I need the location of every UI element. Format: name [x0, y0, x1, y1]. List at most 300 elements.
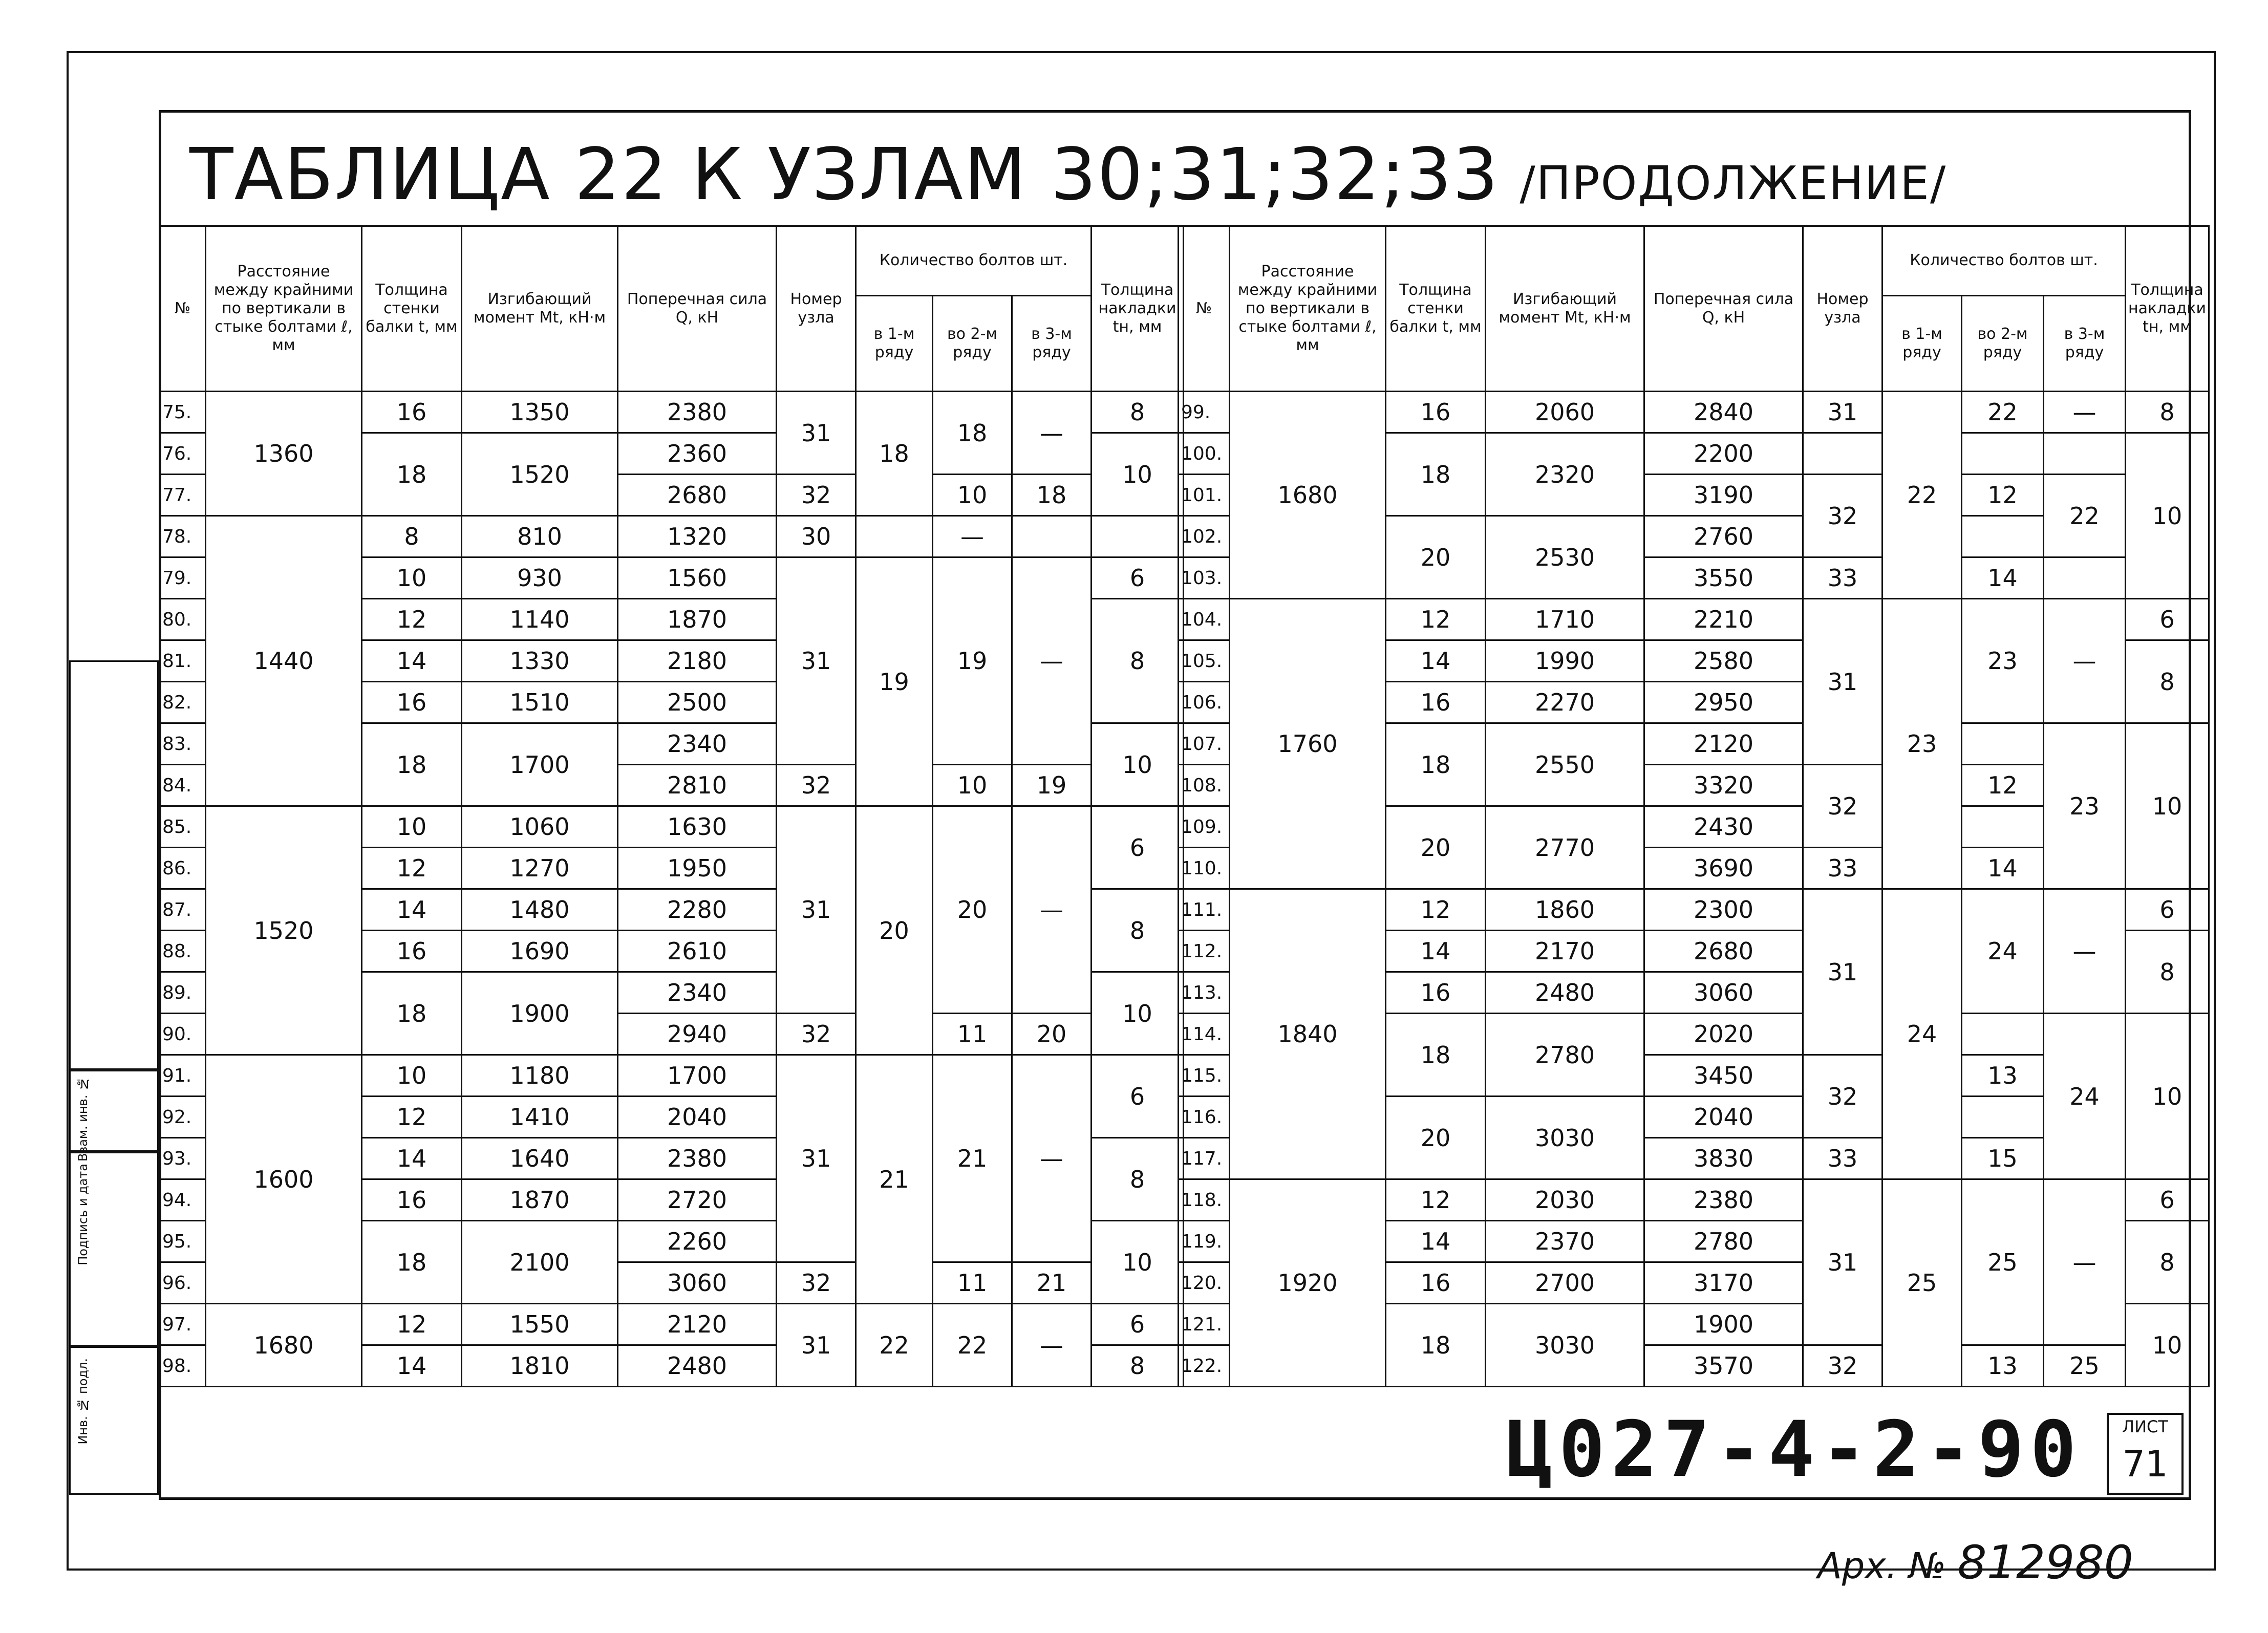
- header-force: Поперечная сила Q, кН: [618, 226, 777, 392]
- cell-nums: 117.: [1179, 1138, 1230, 1179]
- sheet-number: 71: [2122, 1443, 2168, 1485]
- cell-plate: 8: [2126, 931, 2209, 1014]
- cell-nums: 82.: [160, 682, 206, 723]
- cell-force: 3450: [1644, 1055, 1803, 1097]
- table-row: [160, 1055, 1184, 1097]
- cell-plate: 10: [1092, 723, 1184, 806]
- cell-thick: 18: [1386, 1304, 1486, 1387]
- cell-force: 2840: [1644, 392, 1803, 433]
- cell-r3: [1012, 516, 1092, 557]
- cell-node: 31: [1803, 1179, 1882, 1345]
- cell-r2: 23: [1962, 599, 2044, 723]
- cell-r3: —: [1012, 1304, 1092, 1387]
- cell-r2: 15: [1962, 1138, 2044, 1179]
- cell-force: 2580: [1644, 640, 1803, 682]
- cell-r3: —: [2044, 1179, 2126, 1345]
- cell-r2: 10: [933, 765, 1012, 806]
- cell-force: 2430: [1644, 806, 1803, 848]
- cell-r2: [1962, 1097, 2044, 1138]
- cell-node: 31: [777, 557, 856, 765]
- cell-force: 2760: [1644, 516, 1803, 557]
- cell-nums: 105.: [1179, 640, 1230, 682]
- cell-thick: 14: [362, 889, 462, 931]
- cell-thick: 14: [362, 1345, 462, 1387]
- cell-node: 32: [1803, 1055, 1882, 1138]
- cell-nums: 104.: [1179, 599, 1230, 640]
- header-plate: Толщина накладки tн, мм: [2126, 226, 2209, 392]
- header-dist: Расстояние между крайними по вертикали в стыке болтами ℓ, мм: [206, 226, 362, 392]
- cell-nums: 77.: [160, 475, 206, 516]
- cell-thick: 20: [1386, 1097, 1486, 1179]
- cell-dist: 1760: [1230, 599, 1386, 889]
- cell-r3: —: [1012, 806, 1092, 1014]
- cell-node: 31: [1803, 889, 1882, 1055]
- table-row: [1179, 392, 2209, 433]
- cell-plate: 10: [2126, 1304, 2209, 1387]
- cell-thick: 16: [362, 682, 462, 723]
- cell-thick: 18: [1386, 1014, 1486, 1097]
- sheet-box: [2107, 1413, 2184, 1495]
- table-left-body: [160, 392, 1184, 1387]
- cell-moment: 1140: [462, 599, 618, 640]
- cell-r2: [1962, 516, 2044, 557]
- header-thick: Толщина стенки балки t, мм: [362, 226, 462, 392]
- cell-node: 33: [1803, 848, 1882, 889]
- header-moment: Изгибающий момент Mt, кН·м: [462, 226, 618, 392]
- cell-r2: 22: [933, 1304, 1012, 1387]
- cell-force: 2280: [618, 889, 777, 931]
- cell-nums: 102.: [1179, 516, 1230, 557]
- cell-r1: 22: [856, 1304, 933, 1387]
- document-code: Ц027-4-2-90: [1506, 1405, 2083, 1494]
- cell-plate: 6: [2126, 889, 2209, 931]
- cell-nums: 116.: [1179, 1097, 1230, 1138]
- cell-nums: 97.: [160, 1304, 206, 1345]
- cell-r3: 25: [2044, 1345, 2126, 1387]
- cell-r3: —: [1012, 557, 1092, 765]
- cell-thick: 14: [1386, 1221, 1486, 1262]
- table-row: [160, 1304, 1184, 1345]
- cell-r1: 22: [1882, 392, 1962, 599]
- cell-moment: 1690: [462, 931, 618, 972]
- cell-r2: 11: [933, 1014, 1012, 1055]
- cell-nums: 92.: [160, 1097, 206, 1138]
- cell-plate: 10: [2126, 723, 2209, 889]
- title-main: ТАБЛИЦА 22 К УЗЛАМ 30;31;32;33: [189, 133, 1500, 217]
- cell-nums: 101.: [1179, 475, 1230, 516]
- side-label-signature: Подпись и дата: [76, 1164, 90, 1265]
- cell-force: 1320: [618, 516, 777, 557]
- archive-value: 812980: [1957, 1536, 2133, 1589]
- cell-thick: 12: [362, 599, 462, 640]
- cell-nums: 98.: [160, 1345, 206, 1387]
- cell-force: 3690: [1644, 848, 1803, 889]
- cell-r2: 18: [933, 392, 1012, 475]
- cell-dist: 1520: [206, 806, 362, 1055]
- cell-nums: 103.: [1179, 557, 1230, 599]
- cell-node: 32: [777, 475, 856, 516]
- cell-nums: 108.: [1179, 765, 1230, 806]
- cell-nums: 90.: [160, 1014, 206, 1055]
- cell-moment: 3030: [1486, 1304, 1644, 1387]
- cell-force: 2480: [618, 1345, 777, 1387]
- cell-r1: 18: [856, 392, 933, 516]
- cell-nums: 120.: [1179, 1262, 1230, 1304]
- cell-thick: 18: [362, 1221, 462, 1304]
- cell-force: 2720: [618, 1179, 777, 1221]
- cell-moment: 2320: [1486, 433, 1644, 516]
- cell-force: 2120: [618, 1304, 777, 1345]
- cell-r3: —: [1012, 392, 1092, 475]
- cell-r3: —: [1012, 1055, 1092, 1262]
- cell-r3: 24: [2044, 1014, 2126, 1179]
- cell-nums: 87.: [160, 889, 206, 931]
- cell-r3: 19: [1012, 765, 1092, 806]
- cell-thick: 12: [1386, 889, 1486, 931]
- cell-moment: 2170: [1486, 931, 1644, 972]
- cell-thick: 20: [1386, 806, 1486, 889]
- cell-moment: 1180: [462, 1055, 618, 1097]
- cell-plate: 8: [2126, 1221, 2209, 1304]
- cell-node: 32: [1803, 475, 1882, 557]
- header-thick: Толщина стенки балки t, мм: [1386, 226, 1486, 392]
- cell-plate: 8: [1092, 1138, 1184, 1221]
- header-row3: в 3-м ряду: [1012, 295, 1092, 391]
- cell-nums: 109.: [1179, 806, 1230, 848]
- header-node: Номер узла: [1803, 226, 1882, 392]
- cell-thick: 12: [1386, 1179, 1486, 1221]
- cell-force: 2380: [1644, 1179, 1803, 1221]
- cell-plate: 10: [2126, 1014, 2209, 1179]
- table-row: [1179, 889, 2209, 931]
- cell-r1: 20: [856, 806, 933, 1055]
- cell-moment: 1520: [462, 433, 618, 516]
- cell-thick: 14: [1386, 640, 1486, 682]
- cell-nums: 114.: [1179, 1014, 1230, 1055]
- header-row1: в 1-м ряду: [856, 295, 933, 391]
- cell-thick: 18: [362, 972, 462, 1055]
- cell-moment: 1270: [462, 848, 618, 889]
- cell-plate: [1092, 516, 1184, 557]
- cell-thick: 10: [362, 1055, 462, 1097]
- cell-moment: 1700: [462, 723, 618, 806]
- cell-force: 2380: [618, 1138, 777, 1179]
- cell-moment: 2060: [1486, 392, 1644, 433]
- cell-plate: 8: [2126, 640, 2209, 723]
- cell-plate: 6: [1092, 557, 1184, 599]
- cell-r2: 14: [1962, 848, 2044, 889]
- cell-moment: 2530: [1486, 516, 1644, 599]
- cell-node: 31: [777, 392, 856, 475]
- cell-moment: 1990: [1486, 640, 1644, 682]
- cell-thick: 18: [362, 433, 462, 516]
- cell-node: 32: [1803, 765, 1882, 848]
- cell-moment: 2270: [1486, 682, 1644, 723]
- cell-plate: 8: [1092, 1345, 1184, 1387]
- cell-r2: [1962, 723, 2044, 765]
- cell-r3: —: [2044, 392, 2126, 433]
- cell-r3: [2044, 433, 2126, 475]
- cell-r2: 10: [933, 475, 1012, 516]
- header-dist: Расстояние между крайними по вертикали в стыке болтами ℓ, мм: [1230, 226, 1386, 392]
- header-row3: в 3-м ряду: [2044, 295, 2126, 391]
- cell-thick: 16: [362, 392, 462, 433]
- cell-thick: 18: [362, 723, 462, 806]
- cell-nums: 122.: [1179, 1345, 1230, 1387]
- cell-force: 3060: [1644, 972, 1803, 1014]
- sheet-label: ЛИСТ: [2122, 1417, 2168, 1436]
- cell-moment: 1810: [462, 1345, 618, 1387]
- cell-node: 33: [1803, 1138, 1882, 1179]
- cell-dist: 1920: [1230, 1179, 1386, 1387]
- cell-force: 1870: [618, 599, 777, 640]
- cell-nums: 113.: [1179, 972, 1230, 1014]
- cell-thick: 16: [362, 1179, 462, 1221]
- cell-r1: [856, 516, 933, 557]
- cell-force: 2260: [618, 1221, 777, 1262]
- side-cell-replaced: [69, 1070, 159, 1162]
- header-node: Номер узла: [777, 226, 856, 392]
- cell-moment: 2700: [1486, 1262, 1644, 1304]
- cell-force: 1900: [1644, 1304, 1803, 1345]
- cell-thick: 16: [1386, 1262, 1486, 1304]
- cell-force: 2040: [1644, 1097, 1803, 1138]
- cell-r2: [1962, 433, 2044, 475]
- side-cell-blank: [69, 660, 159, 1070]
- cell-plate: 8: [1092, 599, 1184, 723]
- cell-nums: 100.: [1179, 433, 1230, 475]
- cell-moment: 930: [462, 557, 618, 599]
- cell-force: 2810: [618, 765, 777, 806]
- cell-nums: 111.: [1179, 889, 1230, 931]
- cell-moment: 2550: [1486, 723, 1644, 806]
- cell-node: 31: [1803, 599, 1882, 765]
- cell-plate: 10: [1092, 433, 1184, 516]
- cell-moment: 1060: [462, 806, 618, 848]
- cell-r2: [1962, 1014, 2044, 1055]
- cell-force: 3570: [1644, 1345, 1803, 1387]
- cell-moment: 3030: [1486, 1097, 1644, 1179]
- cell-thick: 20: [1386, 516, 1486, 599]
- cell-node: 32: [1803, 1345, 1882, 1387]
- cell-r2: 21: [933, 1055, 1012, 1262]
- cell-r3: —: [2044, 599, 2126, 723]
- cell-plate: 10: [1092, 1221, 1184, 1304]
- cell-moment: 2480: [1486, 972, 1644, 1014]
- cell-r3: 18: [1012, 475, 1092, 516]
- cell-r2: —: [933, 516, 1012, 557]
- cell-r3: —: [2044, 889, 2126, 1014]
- cell-plate: 6: [1092, 806, 1184, 889]
- cell-force: 2340: [618, 972, 777, 1014]
- cell-r1: 24: [1882, 889, 1962, 1179]
- header-row: [1179, 226, 2209, 296]
- cell-thick: 8: [362, 516, 462, 557]
- cell-node: 31: [1803, 392, 1882, 433]
- cell-dist: 1680: [206, 1304, 362, 1387]
- cell-moment: 2780: [1486, 1014, 1644, 1097]
- cell-r2: 14: [1962, 557, 2044, 599]
- cell-force: 2680: [618, 475, 777, 516]
- cell-force: 2040: [618, 1097, 777, 1138]
- cell-moment: 810: [462, 516, 618, 557]
- cell-plate: 8: [2126, 392, 2209, 433]
- cell-moment: 1900: [462, 972, 618, 1055]
- side-cell-signature: [69, 1152, 159, 1346]
- cell-force: 2340: [618, 723, 777, 765]
- cell-force: 2780: [1644, 1221, 1803, 1262]
- table-row: [1179, 1179, 2209, 1221]
- cell-thick: 18: [1386, 433, 1486, 516]
- table-row: [160, 392, 1184, 433]
- header-bolts: Количество болтов шт.: [1882, 226, 2126, 296]
- cell-nums: 89.: [160, 972, 206, 1014]
- header-row2: во 2-м ряду: [933, 295, 1012, 391]
- cell-r2: 22: [1962, 392, 2044, 433]
- cell-force: 3060: [618, 1262, 777, 1304]
- cell-nums: 95.: [160, 1221, 206, 1262]
- cell-node: 33: [1803, 557, 1882, 599]
- cell-node: 32: [777, 1014, 856, 1055]
- cell-moment: 1710: [1486, 599, 1644, 640]
- cell-force: 3190: [1644, 475, 1803, 516]
- cell-moment: 2030: [1486, 1179, 1644, 1221]
- cell-r1: 25: [1882, 1179, 1962, 1387]
- cell-moment: 1870: [462, 1179, 618, 1221]
- cell-force: 1950: [618, 848, 777, 889]
- cell-plate: 10: [1092, 972, 1184, 1055]
- cell-nums: 107.: [1179, 723, 1230, 765]
- cell-r2: 20: [933, 806, 1012, 1014]
- cell-r3: 20: [1012, 1014, 1092, 1055]
- cell-nums: 106.: [1179, 682, 1230, 723]
- cell-r1: 19: [856, 557, 933, 806]
- cell-r3: [2044, 557, 2126, 599]
- cell-moment: 2770: [1486, 806, 1644, 889]
- table-right: [1178, 225, 2210, 1387]
- cell-node: 32: [777, 1262, 856, 1304]
- cell-nums: 110.: [1179, 848, 1230, 889]
- side-stamp: [69, 660, 159, 1495]
- cell-r2: 13: [1962, 1055, 2044, 1097]
- cell-moment: 1860: [1486, 889, 1644, 931]
- cell-force: 2940: [618, 1014, 777, 1055]
- cell-force: 2380: [618, 392, 777, 433]
- cell-force: 3170: [1644, 1262, 1803, 1304]
- cell-nums: 118.: [1179, 1179, 1230, 1221]
- cell-thick: 14: [362, 1138, 462, 1179]
- cell-moment: 1480: [462, 889, 618, 931]
- cell-force: 2120: [1644, 723, 1803, 765]
- header-row: [160, 226, 1184, 296]
- cell-thick: 16: [1386, 392, 1486, 433]
- cell-r1: 23: [1882, 599, 1962, 889]
- cell-nums: 96.: [160, 1262, 206, 1304]
- cell-node: 31: [777, 806, 856, 1014]
- page-title: [189, 133, 1946, 217]
- cell-force: 3320: [1644, 765, 1803, 806]
- cell-dist: 1680: [1230, 392, 1386, 599]
- cell-nums: 94.: [160, 1179, 206, 1221]
- cell-node: 30: [777, 516, 856, 557]
- cell-nums: 75.: [160, 392, 206, 433]
- cell-nums: 115.: [1179, 1055, 1230, 1097]
- cell-plate: 6: [1092, 1304, 1184, 1345]
- cell-r2: 13: [1962, 1345, 2044, 1387]
- header-row1: в 1-м ряду: [1882, 295, 1962, 391]
- table-right-body: [1179, 392, 2209, 1387]
- cell-node: 31: [777, 1304, 856, 1387]
- cell-plate: 8: [1092, 392, 1184, 433]
- cell-nums: 83.: [160, 723, 206, 765]
- cell-force: 1560: [618, 557, 777, 599]
- cell-force: 2680: [1644, 931, 1803, 972]
- cell-nums: 84.: [160, 765, 206, 806]
- header-num: №: [1179, 226, 1230, 392]
- cell-nums: 112.: [1179, 931, 1230, 972]
- cell-force: 2200: [1644, 433, 1803, 475]
- cell-thick: 18: [1386, 723, 1486, 806]
- cell-force: 2300: [1644, 889, 1803, 931]
- archive-label: Арх. №: [1817, 1545, 1946, 1587]
- title-continuation: /ПРОДОЛЖЕНИЕ/: [1520, 157, 1947, 210]
- header-plate: Толщина накладки tн, мм: [1092, 226, 1184, 392]
- cell-nums: 99.: [1179, 392, 1230, 433]
- cell-moment: 1550: [462, 1304, 618, 1345]
- cell-r3: 22: [2044, 475, 2126, 557]
- table-row: [160, 516, 1184, 557]
- table-row: [160, 806, 1184, 848]
- cell-dist: 1840: [1230, 889, 1386, 1179]
- cell-thick: 16: [362, 931, 462, 972]
- cell-thick: 10: [362, 557, 462, 599]
- cell-plate: 10: [2126, 433, 2209, 599]
- cell-thick: 16: [1386, 972, 1486, 1014]
- cell-r2: 11: [933, 1262, 1012, 1304]
- cell-nums: 76.: [160, 433, 206, 475]
- cell-force: 2950: [1644, 682, 1803, 723]
- archive-number: [1817, 1536, 2133, 1589]
- cell-dist: 1440: [206, 516, 362, 806]
- cell-r2: 24: [1962, 889, 2044, 1014]
- cell-moment: 1410: [462, 1097, 618, 1138]
- cell-thick: 14: [362, 640, 462, 682]
- cell-thick: 10: [362, 806, 462, 848]
- cell-thick: 12: [362, 1097, 462, 1138]
- cell-r2: 12: [1962, 475, 2044, 516]
- cell-nums: 78.: [160, 516, 206, 557]
- header-bolts: Количество болтов шт.: [856, 226, 1092, 296]
- cell-dist: 1360: [206, 392, 362, 516]
- cell-force: 1630: [618, 806, 777, 848]
- cell-nums: 88.: [160, 931, 206, 972]
- header-num: №: [160, 226, 206, 392]
- cell-nums: 80.: [160, 599, 206, 640]
- cell-node: 31: [777, 1055, 856, 1262]
- cell-r3: 23: [2044, 723, 2126, 889]
- cell-moment: 1510: [462, 682, 618, 723]
- cell-nums: 85.: [160, 806, 206, 848]
- side-cell-inventory: [69, 1346, 159, 1495]
- cell-node: 32: [777, 765, 856, 806]
- header-force: Поперечная сила Q, кН: [1644, 226, 1803, 392]
- cell-thick: 12: [1386, 599, 1486, 640]
- cell-thick: 12: [362, 848, 462, 889]
- cell-moment: 2370: [1486, 1221, 1644, 1262]
- cell-nums: 119.: [1179, 1221, 1230, 1262]
- table-left: [159, 225, 1184, 1387]
- cell-nums: 79.: [160, 557, 206, 599]
